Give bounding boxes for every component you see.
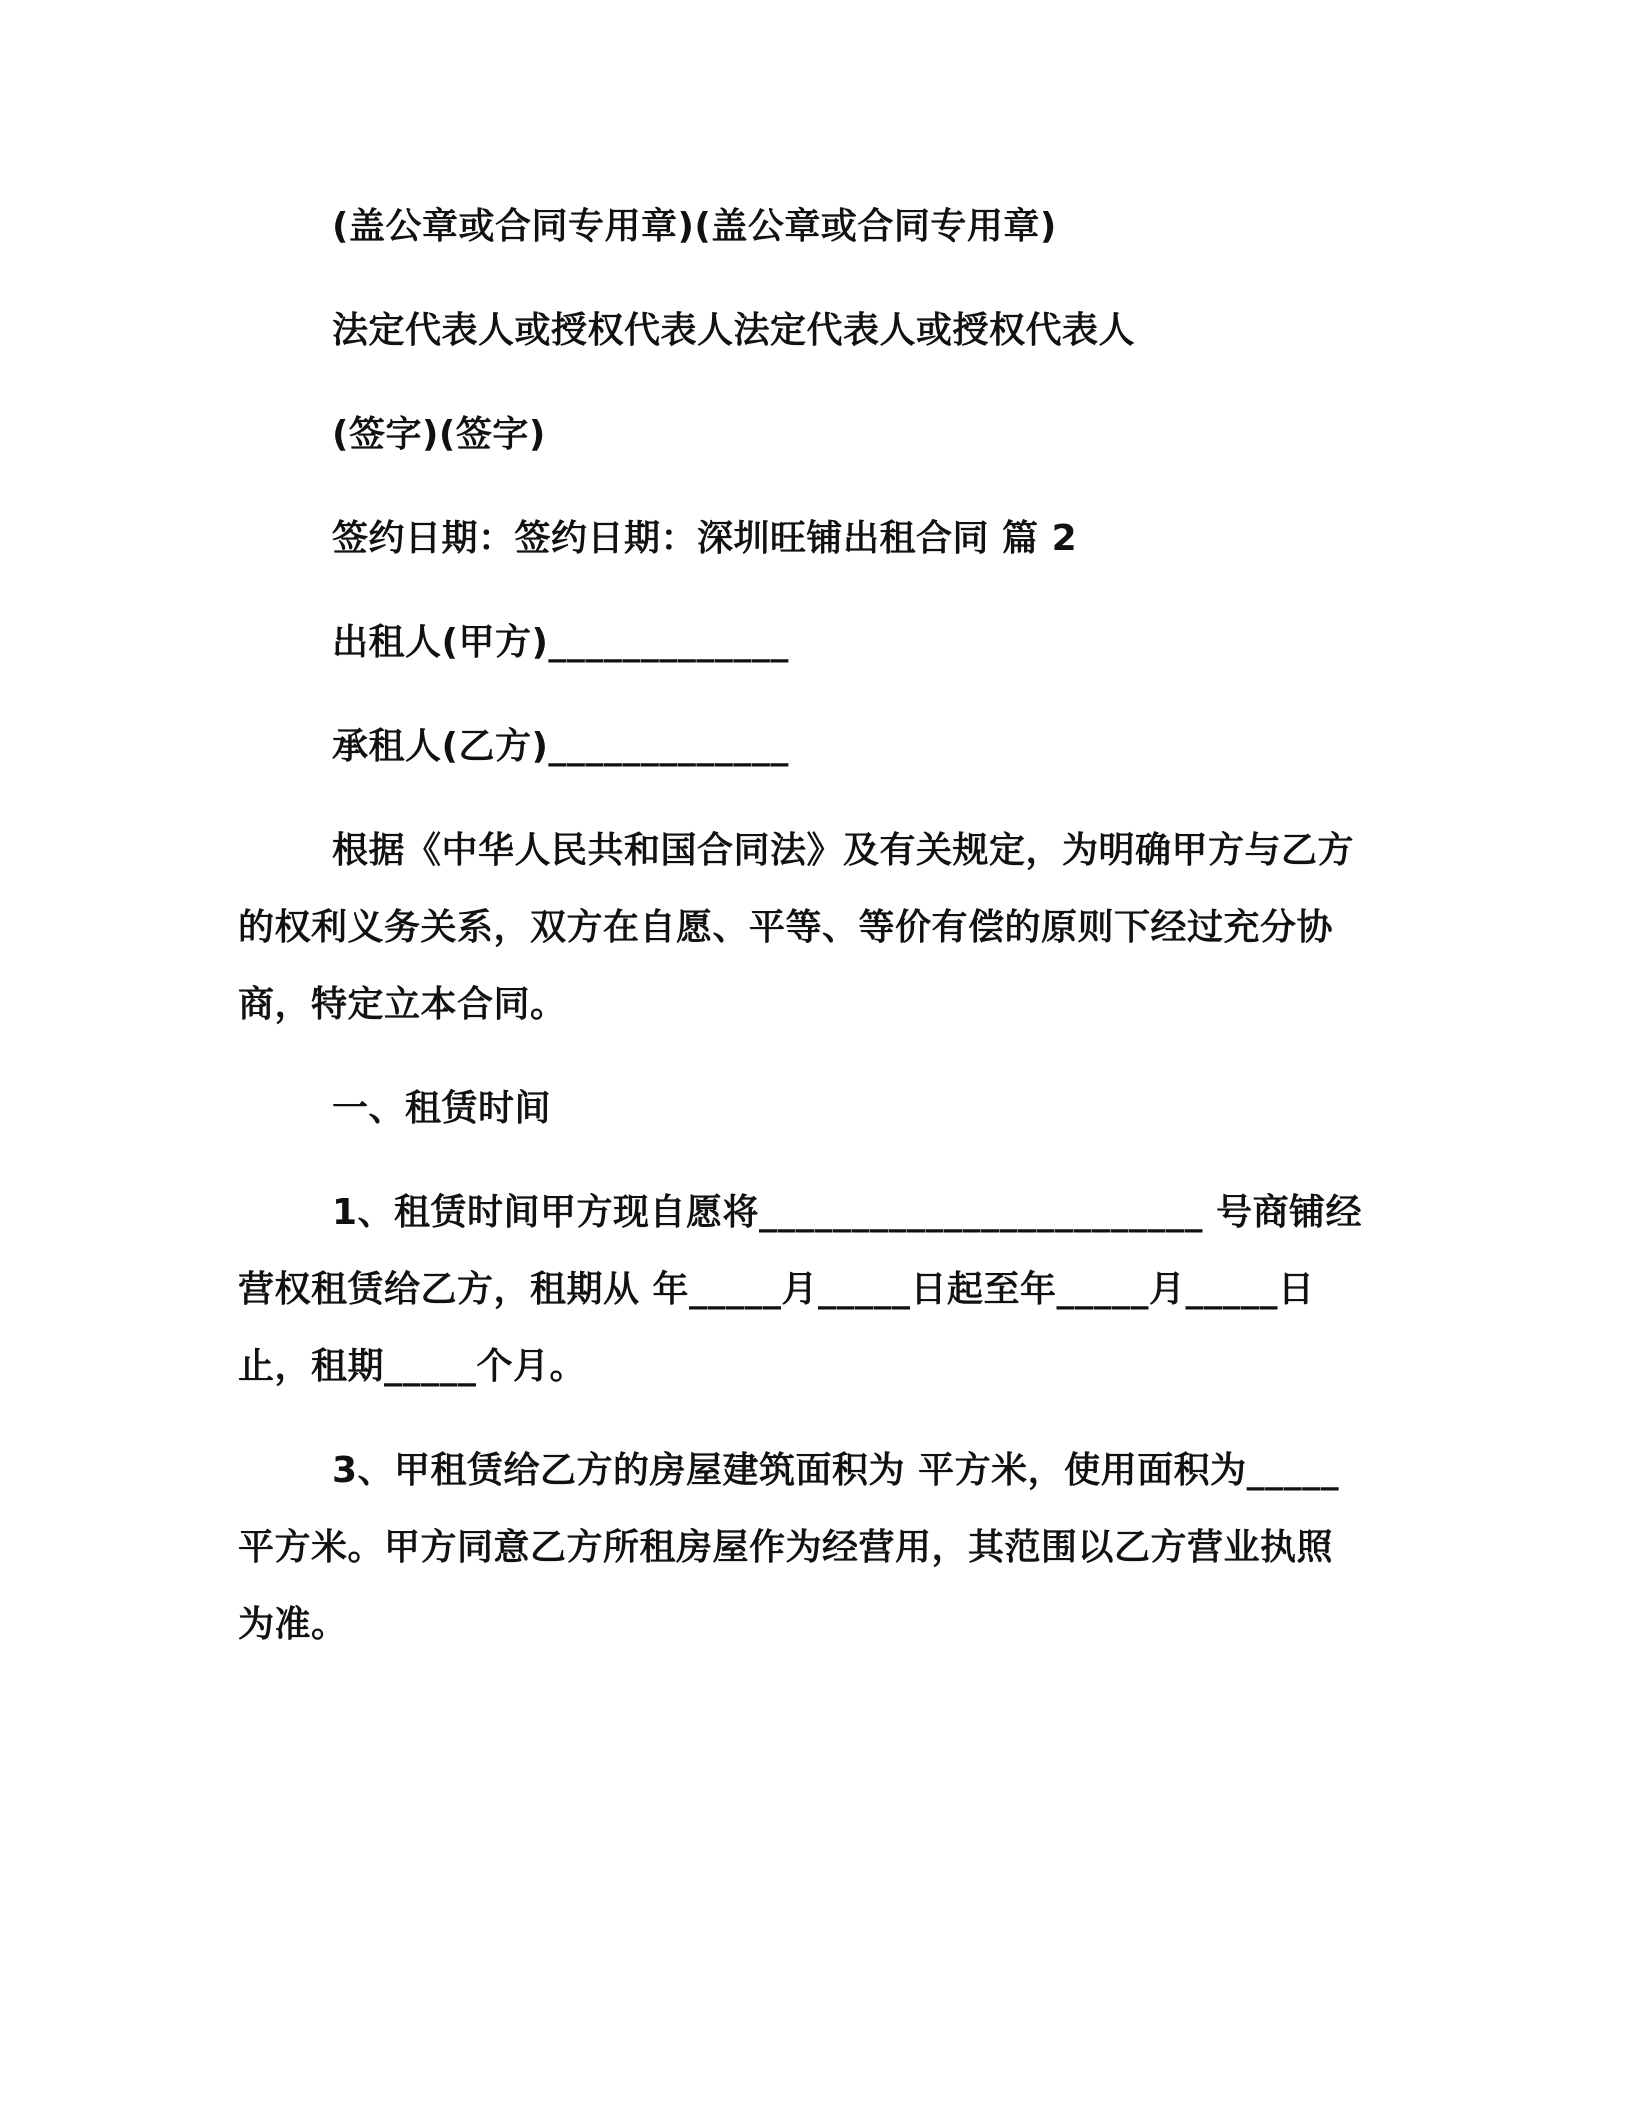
lessee-line: 承租人(乙方)_____________ [332,726,789,767]
clause-line: 营权租赁给乙方，租期从 年_____月_____日起至年_____月_____日 [238,1269,1315,1310]
signature-line: (签字)(签字) [332,414,546,455]
seal-line: (盖公章或合同专用章)(盖公章或合同专用章) [332,206,1057,247]
clause-line: 1、租赁时间甲方现自愿将________________________ 号商铺经 [332,1192,1363,1233]
preamble-line: 根据《中华人民共和国合同法》及有关规定，为明确甲方与乙方 [332,830,1355,871]
clause-line: 止，租期_____个月。 [238,1346,587,1387]
clause-3 [238,1432,1378,1663]
preamble-paragraph [238,812,1378,1043]
sign-date-line: 签约日期：签约日期：深圳旺铺出租合同 篇 2 [332,518,1078,559]
document-body [238,188,1378,1663]
clause-line: 平方米。甲方同意乙方所租房屋作为经营用，其范围以乙方营业执照 [238,1527,1334,1568]
clause-1 [238,1174,1378,1405]
lessor-line: 出租人(甲方)_____________ [332,622,789,663]
representative-line: 法定代表人或授权代表人法定代表人或授权代表人 [332,310,1136,351]
section-title: 一、租赁时间 [332,1088,552,1129]
clause-line: 为准。 [238,1604,348,1645]
preamble-line: 的权利义务关系，双方在自愿、平等、等价有偿的原则下经过充分协 [238,907,1334,948]
clause-line: 3、甲租赁给乙方的房屋建筑面积为 平方米，使用面积为_____ [332,1450,1340,1491]
preamble-line: 商，特定立本合同。 [238,984,567,1025]
